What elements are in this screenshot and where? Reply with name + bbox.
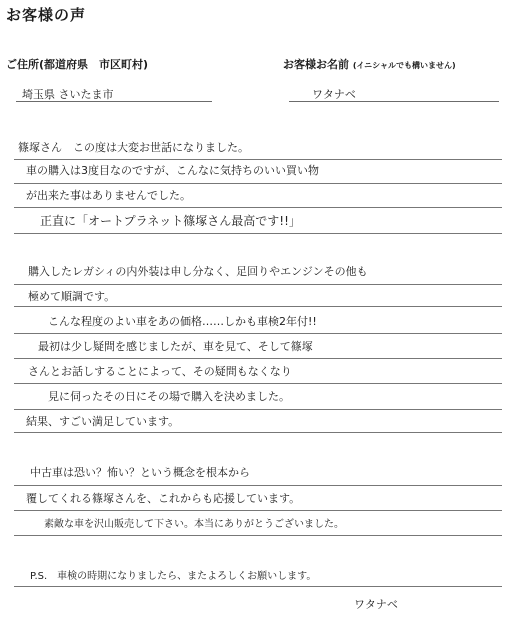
body-line: 篠塚さん この度は大変お世話になりました。 xyxy=(18,141,249,154)
name-label-text: お客様お名前 xyxy=(283,58,349,71)
address-label-text: ご住所(都道府県 市区町村) xyxy=(6,58,149,71)
rule-line xyxy=(14,207,502,208)
body-line: さんとお話しすることによって、その疑問もなくなり xyxy=(28,365,292,378)
rule-line xyxy=(14,333,502,334)
rule-line xyxy=(14,358,502,359)
rule-line xyxy=(14,306,502,307)
name-label-note: (イニシャルでも構いません) xyxy=(352,61,456,70)
rule-line xyxy=(14,233,502,234)
body-line: 結果、すごい満足しています。 xyxy=(26,415,180,428)
rule-line xyxy=(14,586,502,587)
address-value: 埼玉県 さいたま市 xyxy=(22,88,114,101)
rule-line xyxy=(14,485,502,486)
body-line: 正直に「オートプラネット篠塚さん最高です!!」 xyxy=(40,214,301,228)
rule-line xyxy=(14,535,502,536)
address-label xyxy=(6,56,148,72)
rule-line xyxy=(14,383,502,384)
body-line: が出来た事はありませんでした。 xyxy=(26,189,191,202)
body-line: 中古車は恐い？怖い？という概念を根本から xyxy=(30,466,250,479)
body-line: 極めて順調です。 xyxy=(28,290,116,303)
body-line: 最初は少し疑問を感じましたが、車を見て、そして篠塚 xyxy=(38,340,313,353)
rule-line xyxy=(14,159,502,160)
name-value: ワタナベ xyxy=(312,88,356,101)
body-line: 購入したレガシィの内外装は申し分なく、足回りやエンジンその他も xyxy=(28,265,368,278)
postscript-line: P.S. 車検の時期になりましたら、またよろしくお願いします。 xyxy=(30,571,317,582)
body-line: 素敵な車を沢山販売して下さい。本当にありがとうございました。 xyxy=(44,519,344,530)
rule-line xyxy=(14,284,502,285)
rule-line xyxy=(14,510,502,511)
signature: ワタナベ xyxy=(354,598,398,611)
body-line: 見に伺ったその日にその場で購入を決めました。 xyxy=(48,390,290,403)
body-line: 車の購入は3度目なのですが、こんなに気持ちのいい買い物 xyxy=(26,164,319,177)
rule-line xyxy=(14,432,502,433)
rule-line xyxy=(14,183,502,184)
name-label xyxy=(283,56,456,72)
body-line: こんな程度のよい車をあの価格……しかも車検2年付!! xyxy=(48,315,317,328)
rule-line xyxy=(14,409,502,410)
page-title: お客様の声 xyxy=(6,6,87,24)
body-line: 覆してくれる篠塚さんを、これからも応援しています。 xyxy=(26,492,301,505)
